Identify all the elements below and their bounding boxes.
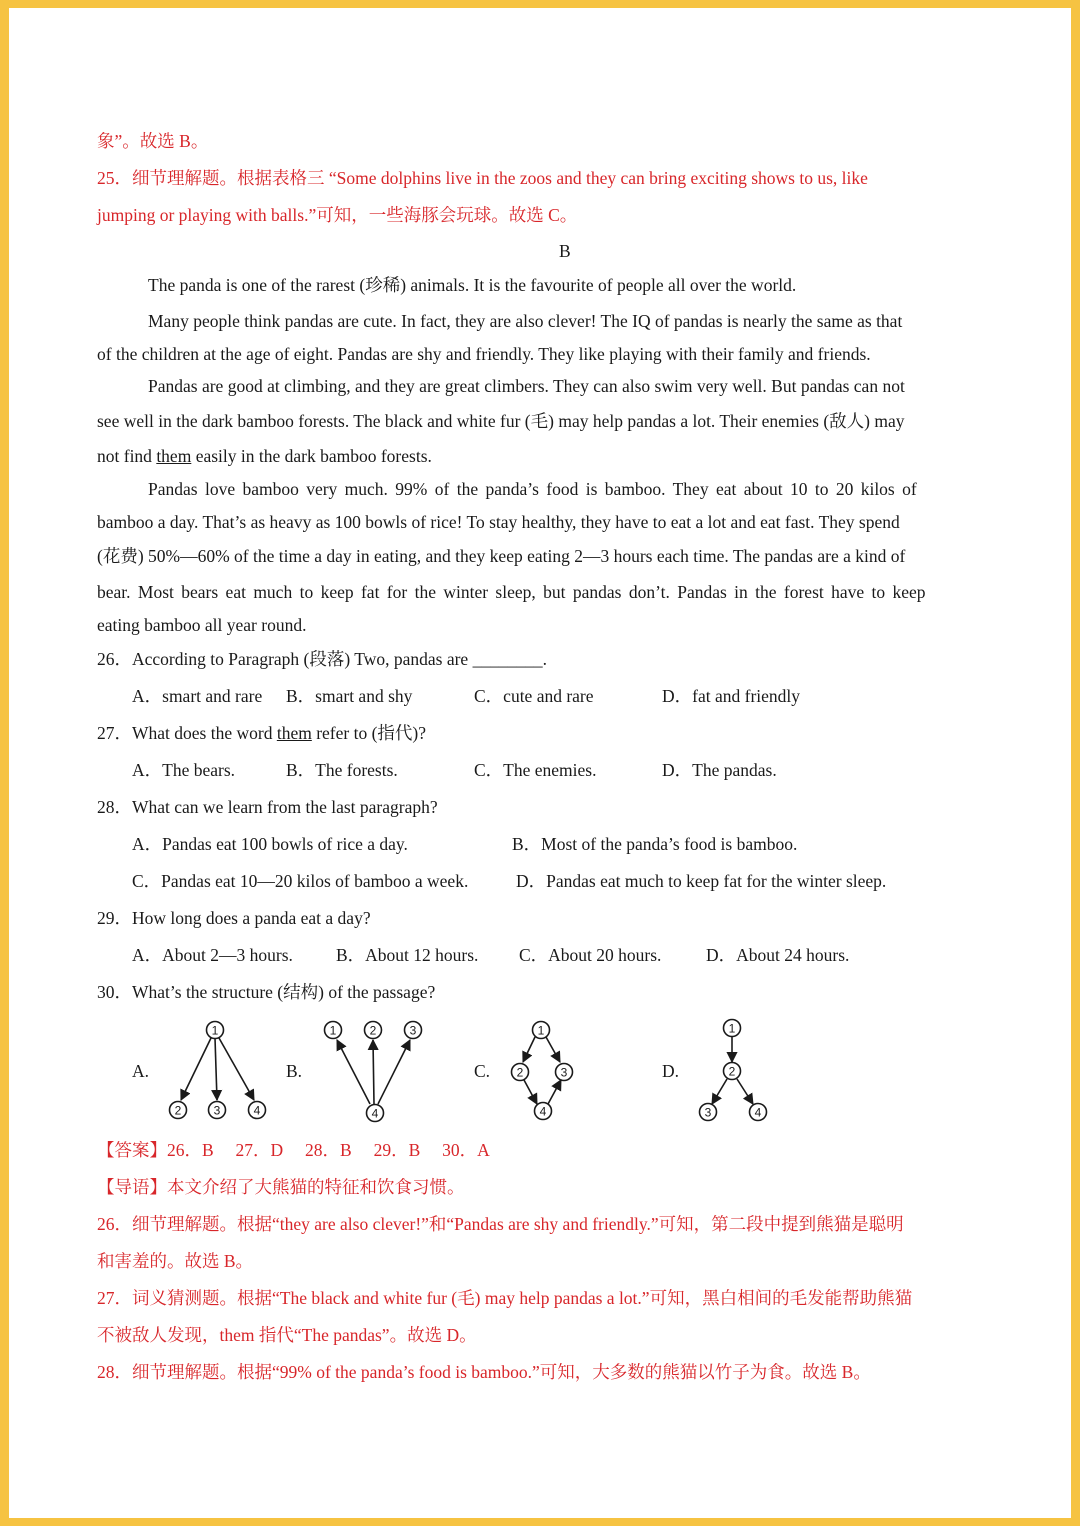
section-label: B (559, 241, 571, 261)
q28-option-c: C．Pandas eat 10—20 kilos of bamboo a week. (132, 871, 469, 891)
diagram-d-node-2: 2 (728, 1064, 736, 1079)
explanation-27-line1: 27．词义猜测题。根据“The black and white fur (毛) may help pandas a lot.”可知，黑白相间的毛发能帮助熊猫 (97, 1288, 913, 1308)
passage-p4-line5: eating bamboo all year round. (97, 615, 307, 635)
answer-key: 【答案】26．B 27．D 28．B 29．B 30．A (97, 1140, 490, 1160)
explanation-27-line2: 不被敌人发现，them 指代“The pandas”。故选 D。 (97, 1325, 477, 1345)
q26-option-d: D．fat and friendly (662, 686, 801, 706)
q25-explanation-line2: jumping or playing with balls.”可知，一些海豚会玩球。故选 C。 (97, 205, 578, 225)
q29-stem: 29．How long does a panda eat a day? (97, 908, 371, 928)
passage-p1: The panda is one of the rarest (珍稀) animals. It is the favourite of people all over the world. (148, 275, 797, 295)
q30-option-a: A. (132, 1061, 150, 1081)
diagram-c-node-4: 4 (539, 1104, 547, 1119)
passage-p3-line2: see well in the dark bamboo forests. The black and white fur (毛) may help pandas a lot. Their enemies (敌人) may (97, 411, 905, 431)
q29-option-d: D．About 24 hours. (706, 945, 850, 965)
prev-answer-tail: 象”。故选 B。 (97, 131, 209, 151)
q30-option-d: D. (662, 1061, 680, 1081)
explanation-28: 28．细节理解题。根据“99% of the panda’s food is bamboo.”可知，大多数的熊猫以竹子为食。故选 B。 (97, 1362, 871, 1382)
q30-option-c: C. (474, 1061, 491, 1081)
explanation-26-line2: 和害羞的。故选 B。 (97, 1251, 254, 1271)
diagram-a-node-1: 1 (211, 1023, 219, 1038)
passage-p3-line1: Pandas are good at climbing, and they are great climbers. They can also swim very well. But pandas can not (148, 376, 905, 396)
diagram-b-node-4: 4 (371, 1106, 379, 1121)
q26-option-a: A．smart and rare (132, 686, 263, 706)
diagram-c-node-3: 3 (560, 1065, 568, 1080)
diagram-a-node-4: 4 (253, 1103, 261, 1118)
underlined-word-them: them (156, 446, 192, 466)
diagram-b-node-1: 1 (329, 1023, 337, 1038)
answer-guide: 【导语】本文介绍了大熊猫的特征和饮食习惯。 (97, 1177, 465, 1197)
q26-stem: 26．According to Paragraph (段落) Two, pandas are ________. (97, 649, 547, 669)
diagram-b-node-3: 3 (409, 1023, 417, 1038)
q26-option-c: C．cute and rare (474, 686, 594, 706)
explanation-26-line1: 26．细节理解题。根据“they are also clever!”和“Pandas are shy and friendly.”可知，第二段中提到熊猫是聪明 (97, 1214, 904, 1234)
structure-diagram-a (170, 1022, 266, 1119)
structure-diagram-b (325, 1022, 422, 1122)
passage-p3-line3: not find them easily in the dark bamboo forests. (97, 446, 432, 466)
q28-stem: 28．What can we learn from the last paragraph? (97, 797, 438, 817)
passage-p4-line2: bamboo a day. That’s as heavy as 100 bowls of rice! To stay healthy, they have to eat a lot and eat fast. They spend (97, 512, 900, 532)
diagram-d-node-3: 3 (704, 1105, 712, 1120)
q27-option-c: C．The enemies. (474, 760, 597, 780)
q29-option-b: B．About 12 hours. (336, 945, 479, 965)
passage-p4-line4: bear. Most bears eat much to keep fat for the winter sleep, but pandas don’t. Pandas in the forest have to keep (97, 582, 926, 602)
q30-stem: 30．What’s the structure (结构) of the passage? (97, 982, 436, 1002)
diagram-b-node-2: 2 (369, 1023, 377, 1038)
q27-stem: 27．What does the word them refer to (指代)? (97, 723, 427, 743)
q29-option-c: C．About 20 hours. (519, 945, 662, 965)
diagram-c-node-1: 1 (537, 1023, 545, 1038)
q30-option-b: B. (286, 1061, 303, 1081)
structure-diagram-d (700, 1020, 767, 1121)
diagram-a-node-3: 3 (213, 1103, 221, 1118)
passage-p4-line1: Pandas love bamboo very much. 99% of the panda’s food is bamboo. They eat about 10 to 20 kilos of (148, 479, 917, 499)
q26-option-b: B．smart and shy (286, 686, 413, 706)
diagram-d-node-4: 4 (754, 1105, 762, 1120)
q27-underlined-them: them (276, 723, 312, 743)
q25-explanation-line1: 25．细节理解题。根据表格三 “Some dolphins live in the zoos and they can bring exciting shows to us, like (97, 168, 868, 188)
q27-option-b: B．The forests. (286, 760, 398, 780)
q29-option-a: A．About 2—3 hours. (132, 945, 293, 965)
structure-diagram-c (512, 1022, 573, 1120)
passage-p2-line2: of the children at the age of eight. Pandas are shy and friendly. They like playing with their family and friends. (97, 344, 871, 364)
diagram-c-node-2: 2 (516, 1065, 524, 1080)
q27-option-a: A．The bears. (132, 760, 236, 780)
q28-option-b: B．Most of the panda’s food is bamboo. (512, 834, 798, 854)
passage-p2-line1: Many people think pandas are cute. In fact, they are also clever! The IQ of pandas is nearly the same as that (148, 311, 903, 331)
diagram-a-node-2: 2 (174, 1103, 182, 1118)
q28-option-a: A．Pandas eat 100 bowls of rice a day. (132, 834, 408, 854)
diagram-d-node-1: 1 (728, 1021, 736, 1036)
q28-option-d: D．Pandas eat much to keep fat for the winter sleep. (516, 871, 887, 891)
passage-p4-line3: (花费) 50%—60% of the time a day in eating, and they keep eating 2—3 hours each time. The pandas are a kind of (97, 546, 906, 566)
q27-option-d: D．The pandas. (662, 760, 777, 780)
